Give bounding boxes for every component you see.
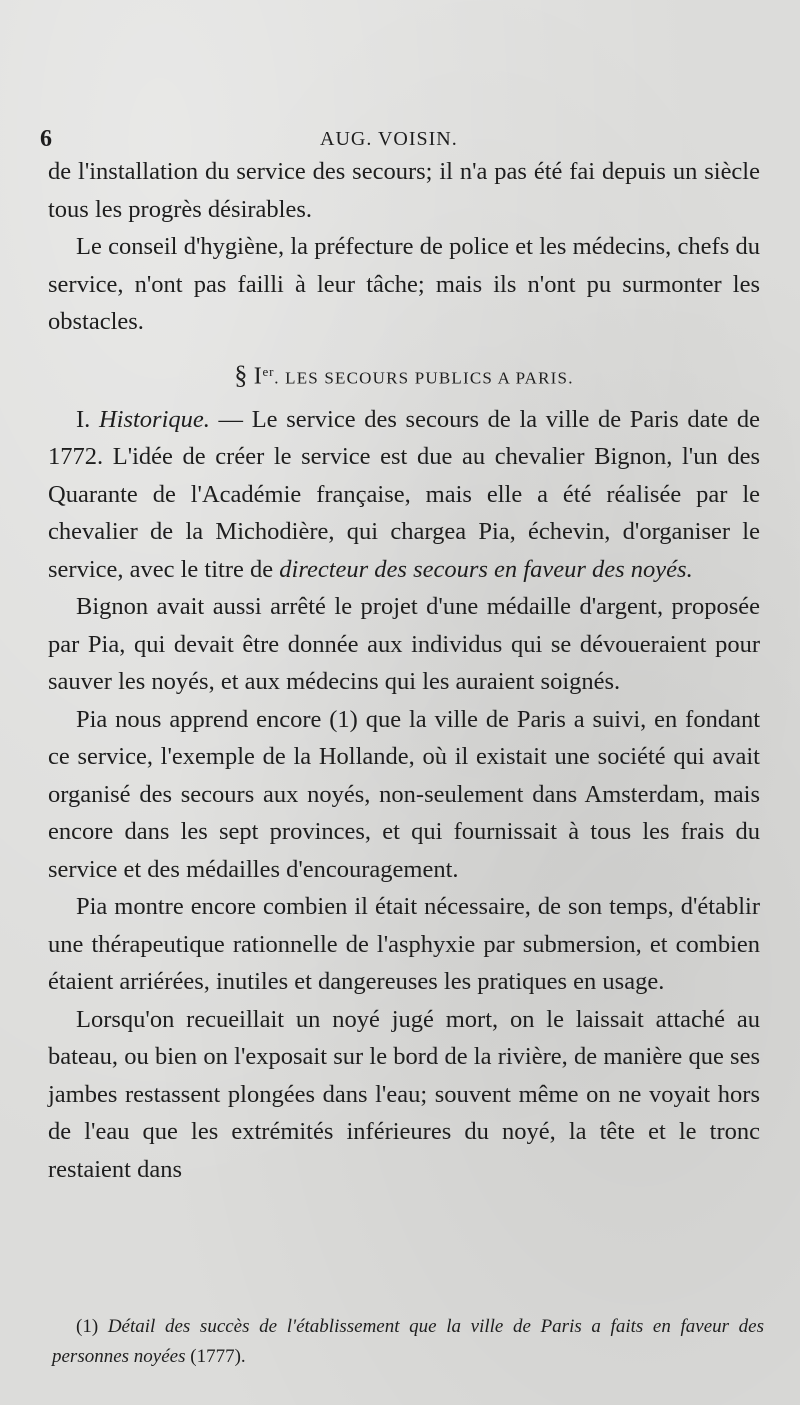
footnote-italic: Détail des succès de l'établissement que la ville de Paris a faits en faveur des personnes noyées <box>52 1316 765 1367</box>
section-roman: I <box>253 362 263 389</box>
footnote-marker: (1) <box>76 1316 99 1337</box>
section-symbol: § <box>234 359 249 389</box>
footnote-year: (1777). <box>190 1346 246 1367</box>
paragraph-3 <box>48 401 760 589</box>
section-superscript: er <box>262 363 275 379</box>
paragraph-3-text: — Le service des secours de la ville de Paris date de 1772. L'idée de créer le service est due au chevalier Bignon, l'un des Quarante de l'Académie française, mais elle a été réalisée par le chevalier de la Michodière, qui chargea Pia, échevin, d'organiser le service, avec le titre de <box>48 405 760 583</box>
paragraph-7: Lorsqu'on recueillait un noyé jugé mort, on le laissait attaché au bateau, ou bien on l'exposait sur le bord de la rivière, de manière que ses jambes restassent plongées dans l'eau; souvent même on ne voyait hors de l'eau que les extrémités inférieures du noyé, la tête et le tronc restaient dans <box>48 1005 760 1183</box>
footnote <box>52 1312 764 1372</box>
paragraph-4: Bignon avait aussi arrêté le projet d'une médaille d'argent, proposée par Pia, qui devait être donnée aux individus qui se dévoueraient pour sauver les noyés, et aux médecins qui les auraient soignés. <box>48 593 760 696</box>
paragraph-2: Le conseil d'hygiène, la préfecture de police et les médecins, chefs du service, n'ont pas failli à leur tâche; mais ils n'ont pu surmonter les obstacles. <box>48 233 760 335</box>
paragraph-3-lead: I. <box>76 405 91 433</box>
page-header <box>40 118 760 158</box>
body-text <box>48 153 760 1188</box>
page-number: 6 <box>40 126 52 152</box>
paragraph-6: Pia montre encore combien il était nécessaire, de son temps, d'établir une thérapeutique rationnelle de l'asphyxie par submersion, et combien étaient arriérées, inutiles et dangereuses les pratiques en usage. <box>48 893 760 996</box>
footnote-text <box>52 1312 764 1372</box>
paragraph-3-lead-italic: Historique. <box>98 405 210 433</box>
paragraph-1: de l'installation du service des secours; il n'a pas été fai depuis un siècle tous les progrès désirables. <box>48 158 760 223</box>
section-title: . LES SECOURS PUBLICS A PARIS. <box>274 367 574 387</box>
paragraph-3-italic-tail: directeur des secours en faveur des noyés. <box>279 555 693 583</box>
paragraph-5: Pia nous apprend encore (1) que la ville de Paris a suivi, en fondant ce service, l'exemple de la Hollande, où il existait une société qui avait organisé des secours aux noyés, non-seulement dans Amsterdam, mais encore dans les sept provinces, et qui fournissait à tous les frais du service et des médailles d'encouragement. <box>48 705 760 883</box>
running-head: AUG. VOISIN. <box>320 128 458 150</box>
section-heading <box>48 353 760 397</box>
